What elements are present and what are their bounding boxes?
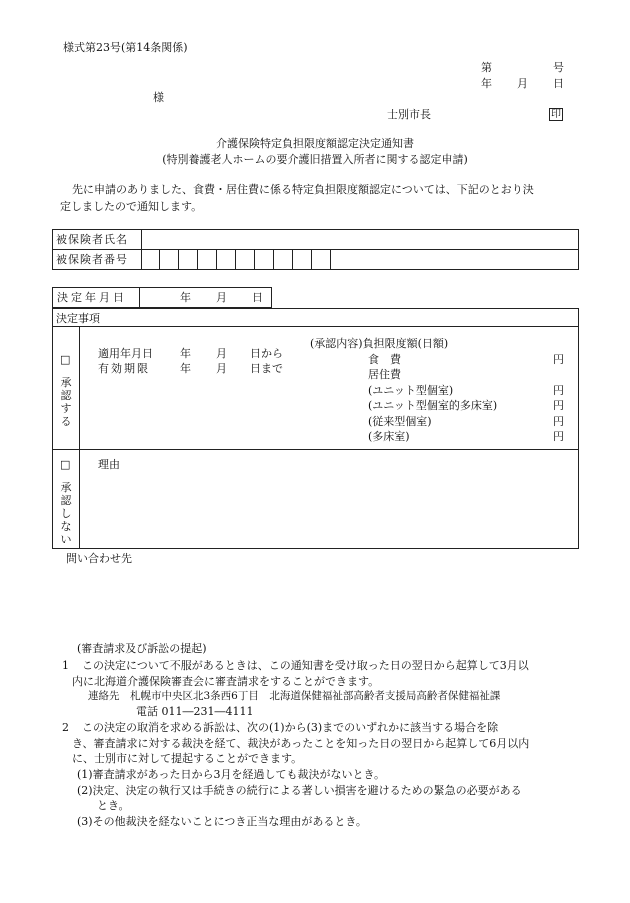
title-sub: (特別養護老人ホームの要介護旧措置入所者に関する認定申請): [162, 153, 468, 166]
reason-label: 理由: [98, 458, 120, 471]
contact-label: 問い合わせ先: [66, 552, 132, 565]
decision-date-day: 日: [252, 291, 263, 304]
item-label: 居住費: [368, 368, 401, 381]
appeal-p2-num: 2: [62, 721, 69, 734]
appeal-heading: (審査請求及び訴訟の提起): [77, 642, 207, 655]
insured-number-label: 被保険者番号: [56, 253, 128, 266]
apply-from: 日から: [250, 347, 283, 360]
insured-number-cells[interactable]: [141, 250, 331, 270]
approve-label: 承 認 す る: [60, 376, 72, 428]
date-day: 日: [553, 77, 564, 90]
item-label: (ユニット型個室): [368, 384, 454, 397]
reject-checkbox[interactable]: □: [60, 458, 71, 471]
item-unit: 円: [553, 399, 564, 412]
number-prefix: 第: [481, 61, 492, 74]
appeal-p1-line1: この決定について不服があるときは、この通知書を受け取った日の翌日から起算して3月以: [82, 659, 529, 672]
item-label: 食 費: [368, 353, 401, 366]
item-label: (従来型個室): [368, 415, 432, 428]
intro-line2: 定しましたので通知します。: [60, 200, 203, 213]
appeal-p2-line1: この決定の取消を求める訴訟は、次の(1)から(3)までのいずれかに該当する場合を除: [82, 721, 499, 734]
valid-to: 日まで: [250, 362, 283, 375]
reject-label: 承 認 し な い: [60, 481, 72, 546]
insured-name-label: 被保険者氏名: [56, 233, 128, 246]
valid-month: 月: [216, 362, 227, 375]
issuer: 士別市長: [387, 108, 431, 121]
form-label: 様式第23号(第14条関係): [63, 41, 188, 54]
intro-line1: 先に申請のありました、食費・居住費に係る特定負担限度額認定については、下記のとおり決: [72, 183, 534, 196]
decision-date-label: 決定年月日: [57, 291, 127, 304]
appeal-p1-line2: 内に北海道介護保険審査会に審査請求をすることができます。: [72, 675, 380, 688]
decision-date-month: 月: [216, 291, 227, 304]
item-unit: 円: [553, 384, 564, 397]
appeal-p2-line2: き、審査請求に対する裁決を経て、裁決があったことを知った日の翌日から起算して6月以内: [72, 737, 530, 750]
appeal-clause-2-line1: (2)決定、決定の執行又は手続きの続行による著しい損害を避けるための緊急の必要がある: [77, 784, 522, 797]
apply-date-label: 適用年月日: [98, 347, 153, 360]
approved-content-header: (承認内容)負担限度額(日額): [310, 337, 449, 350]
item-label: (ユニット型個室的多床室): [368, 399, 498, 412]
decision-date-year: 年: [180, 291, 191, 304]
date-month: 月: [517, 77, 528, 90]
valid-year: 年: [180, 362, 191, 375]
item-label: (多床室): [368, 430, 410, 443]
appeal-clause-2-line2: とき。: [97, 799, 130, 812]
seal-mark: 印: [551, 109, 561, 120]
appeal-p2-line3: に、士別市に対して提起することができます。: [72, 752, 303, 765]
decision-label: 決定事項: [56, 312, 100, 325]
appeal-contact-line1: 連絡先 札幌市中央区北3条西6丁目 北海道保健福祉部高齢者支援局高齢者保健福祉課: [88, 690, 501, 702]
appeal-contact-phone: 電話 011―231―4111: [136, 705, 254, 718]
valid-until-label: 有効期限: [98, 362, 150, 375]
number-suffix: 号: [553, 61, 564, 74]
date-year: 年: [481, 77, 492, 90]
apply-month: 月: [216, 347, 227, 360]
title-main: 介護保険特定負担限度額認定決定通知書: [216, 137, 414, 150]
appeal-p1-num: 1: [62, 659, 69, 672]
item-unit: 円: [553, 353, 564, 366]
appeal-clause-3: (3)その他裁決を経ないことにつき正当な理由があるとき。: [77, 815, 367, 828]
approve-checkbox[interactable]: □: [60, 353, 71, 366]
apply-year: 年: [180, 347, 191, 360]
appeal-clause-1: (1)審査請求があった日から3月を経過しても裁決がないとき。: [77, 768, 386, 781]
item-unit: 円: [553, 415, 564, 428]
addressee-suffix: 様: [153, 91, 164, 104]
item-unit: 円: [553, 430, 564, 443]
